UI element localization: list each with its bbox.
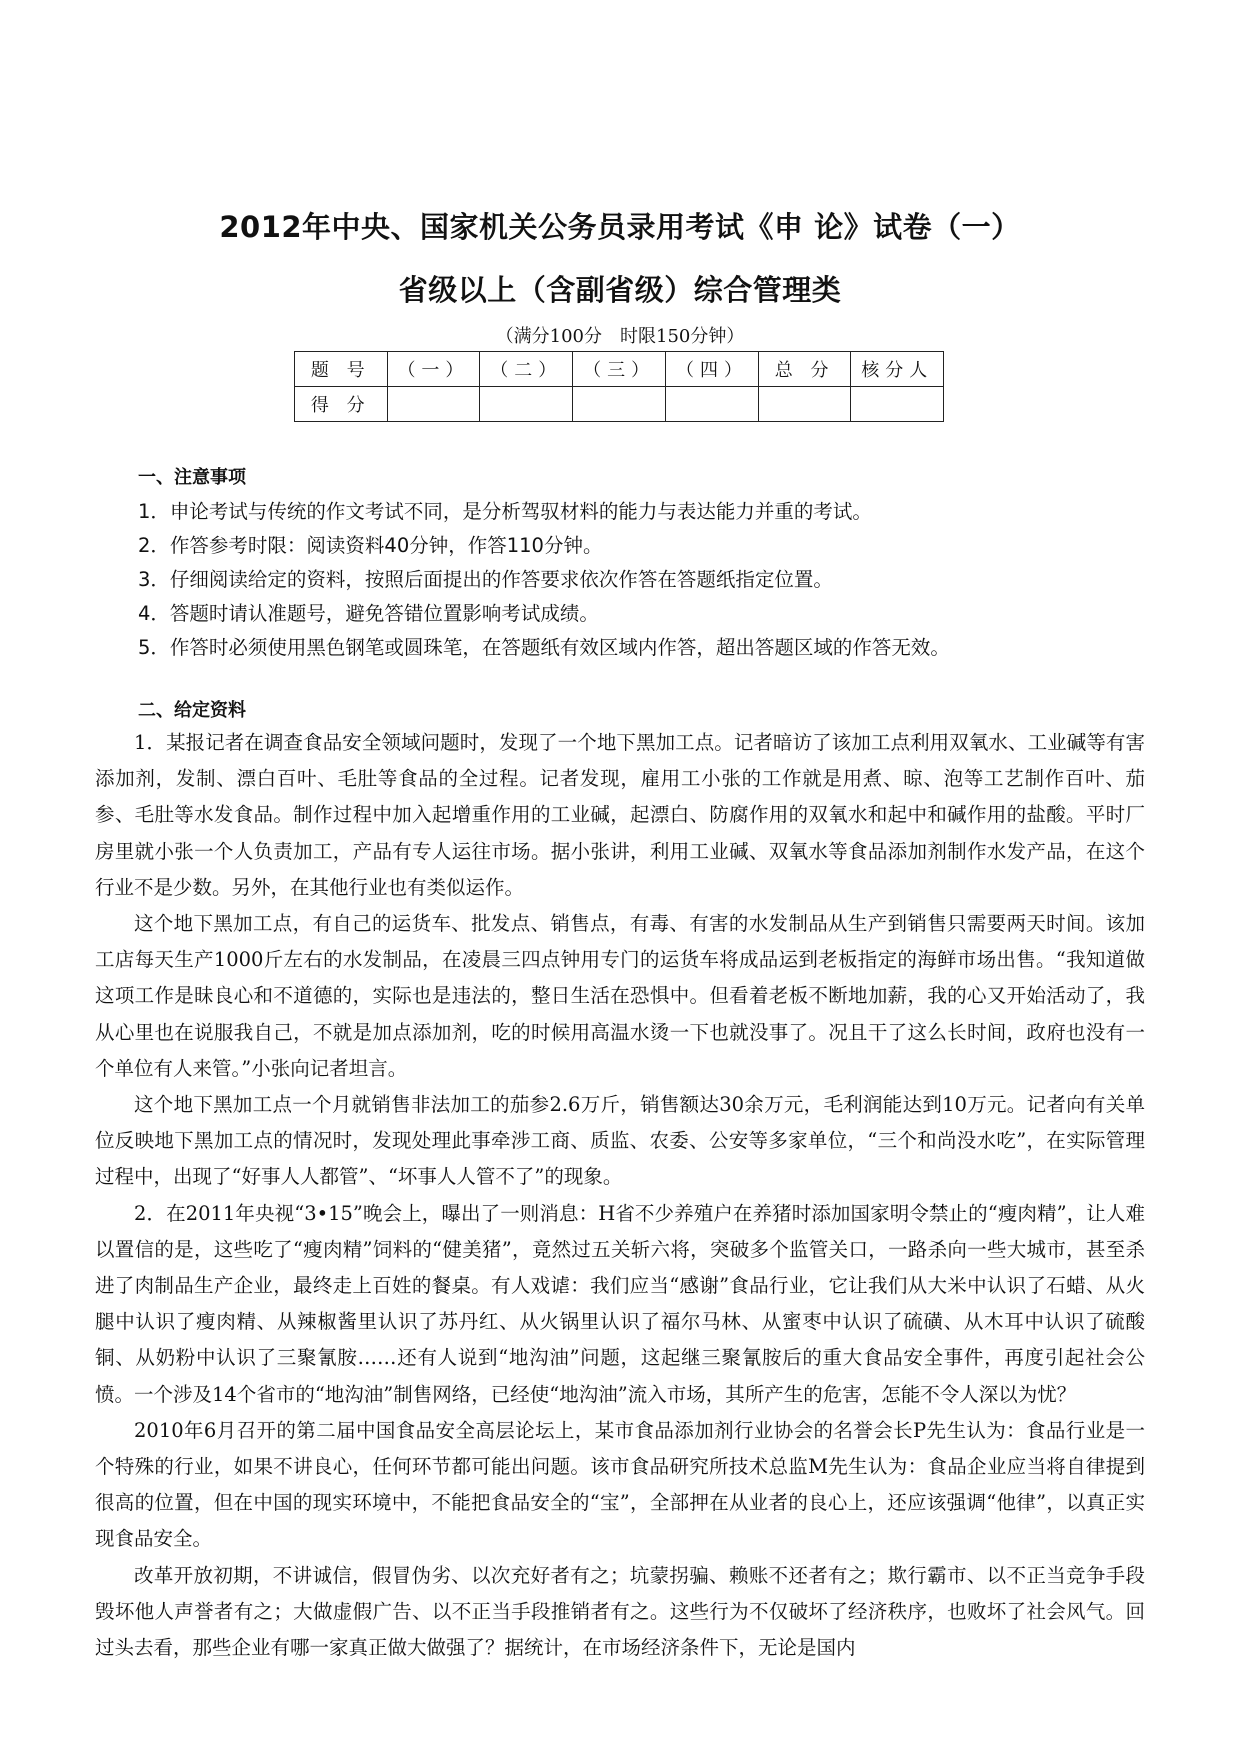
notes-list — [138, 495, 950, 665]
score-table-header-cell: 核分人 — [851, 352, 944, 387]
note-item: 1．申论考试与传统的作文考试不同，是分析驾驭材料的能力与表达能力并重的考试。 — [138, 500, 872, 523]
material-paragraph: 这个地下黑加工点，有自己的运货车、批发点、销售点，有毒、有害的水发制品从生产到销售只需要两天时间。该加工店每天生产1000斤左右的水发制品，在凌晨三四点钟用专门的运货车将成品运到老板指定的海鲜市场出售。“我知道做这项工作是昧良心和不道德的，实际也是违法的，整日生活在恐惧中。但看着老板不断地加薪，我的心又开始活动了，我从心里也在说服我自己，不就是加点添加剂，吃的时候用高温水烫一下也就没事了。况且干了这么长时间，政府也没有一个单位有人来管。”小张向记者坦言。 — [95, 912, 1145, 1080]
material-paragraph: 2010年6月召开的第二届中国食品安全高层论坛上，某市食品添加剂行业协会的名誉会长P先生认为：食品行业是一个特殊的行业，如果不讲良心，任何环节都可能出问题。该市食品研究所技术总监M先生认为：食品企业应当将自律提到很高的位置，但在中国的现实环境中，不能把食品安全的“宝”，全部押在从业者的良心上，还应该强调“他律”，以真正实现食品安全。 — [95, 1418, 1145, 1551]
material-paragraph: 2．在2011年央视“3•15”晚会上，曝出了一则消息：H省不少养殖户在养猪时添加国家明令禁止的“瘦肉精”，让人难以置信的是，这些吃了“瘦肉精”饲料的“健美猪”，竟然过五关斩六将，突破多个监管关口，一路杀向一些大城市，甚至杀进了肉制品生产企业，最终走上百姓的餐桌。有人戏谑：我们应当“感谢”食品行业，它让我们从大米中认识了石蜡、从火腿中认识了瘦肉精、从辣椒酱里认识了苏丹红、从火锅里认识了福尔马林、从蜜枣中认识了硫磺、从木耳中认识了硫酸铜、从奶粉中认识了三聚氰胺……还有人说到“地沟油”问题，这起继三聚氰胺后的重大食品安全事件，再度引起社会公愤。一个涉及14个省市的“地沟油”制售网络，已经使“地沟油”流入市场，其所产生的危害，怎能不令人深以为忧？ — [95, 1201, 1145, 1406]
score-table-header-cell: （三） — [573, 352, 666, 387]
material-paragraph: 这个地下黑加工点一个月就销售非法加工的茄参2.6万斤，销售额达30余万元，毛利润能达到10万元。记者向有关单位反映地下黑加工点的情况时，发现处理此事牵涉工商、质监、农委、公安等多家单位，“三个和尚没水吃”，在实际管理过程中，出现了“好事人人都管”、“坏事人人管不了”的现象。 — [95, 1093, 1145, 1189]
score-table-header-cell: 题 号 — [295, 352, 388, 387]
note-item: 5．作答时必须使用黑色钢笔或圆珠笔，在答题纸有效区域内作答，超出答题区域的作答无效。 — [138, 636, 950, 659]
materials-heading: 二、给定资料 — [138, 700, 246, 721]
score-cell — [758, 387, 851, 422]
score-table-row-label: 得 分 — [295, 387, 388, 422]
score-table — [294, 351, 944, 422]
score-table-header-cell: （四） — [666, 352, 759, 387]
score-table-score-row — [295, 387, 944, 422]
exam-category-title: 省级以上（含副省级）综合管理类 — [398, 273, 842, 307]
score-cell — [573, 387, 666, 422]
score-cell — [666, 387, 759, 422]
note-item: 3．仔细阅读给定的资料，按照后面提出的作答要求依次作答在答题纸指定位置。 — [138, 568, 833, 591]
score-table-header-row — [295, 352, 944, 387]
material-paragraph: 1．某报记者在调查食品安全领域问题时，发现了一个地下黑加工点。记者暗访了该加工点利用双氧水、工业碱等有害添加剂，发制、漂白百叶、毛肚等食品的全过程。记者发现，雇用工小张的工作就是用煮、晾、泡等工艺制作百叶、茄参、毛肚等水发食品。制作过程中加入起增重作用的工业碱，起漂白、防腐作用的双氧水和起中和碱作用的盐酸。平时厂房里就小张一个人负责加工，产品有专人运往市场。据小张讲，利用工业碱、双氧水等食品添加剂制作水发产品，在这个行业不是少数。另外，在其他行业也有类似运作。 — [95, 731, 1145, 899]
exam-title: 2012年中央、国家机关公务员录用考试《申 论》试卷（一） — [219, 210, 1021, 244]
material-paragraph: 改革开放初期，不讲诚信，假冒伪劣、以次充好者有之；坑蒙拐骗、赖账不还者有之；欺行霸市、以不正当竞争手段毁坏他人声誉者有之；大做虚假广告、以不正当手段推销者有之。这些行为不仅破坏了经济秩序，也败坏了社会风气。回过头去看，那些企业有哪一家真正做大做强了？据统计，在市场经济条件下，无论是国内 — [95, 1563, 1145, 1660]
score-table-header-cell: 总 分 — [758, 352, 851, 387]
score-cell — [851, 387, 944, 422]
note-item: 2．作答参考时限：阅读资料40分钟，作答110分钟。 — [138, 534, 603, 557]
notes-heading: 一、注意事项 — [138, 467, 246, 488]
exam-score-time-info: （满分100分 时限150分钟） — [495, 326, 745, 347]
materials-body — [95, 725, 1145, 1666]
score-table-header-cell: （二） — [480, 352, 573, 387]
note-item: 4．答题时请认准题号，避免答错位置影响考试成绩。 — [138, 602, 599, 625]
score-table-header-cell: （一） — [387, 352, 480, 387]
score-cell — [387, 387, 480, 422]
score-cell — [480, 387, 573, 422]
